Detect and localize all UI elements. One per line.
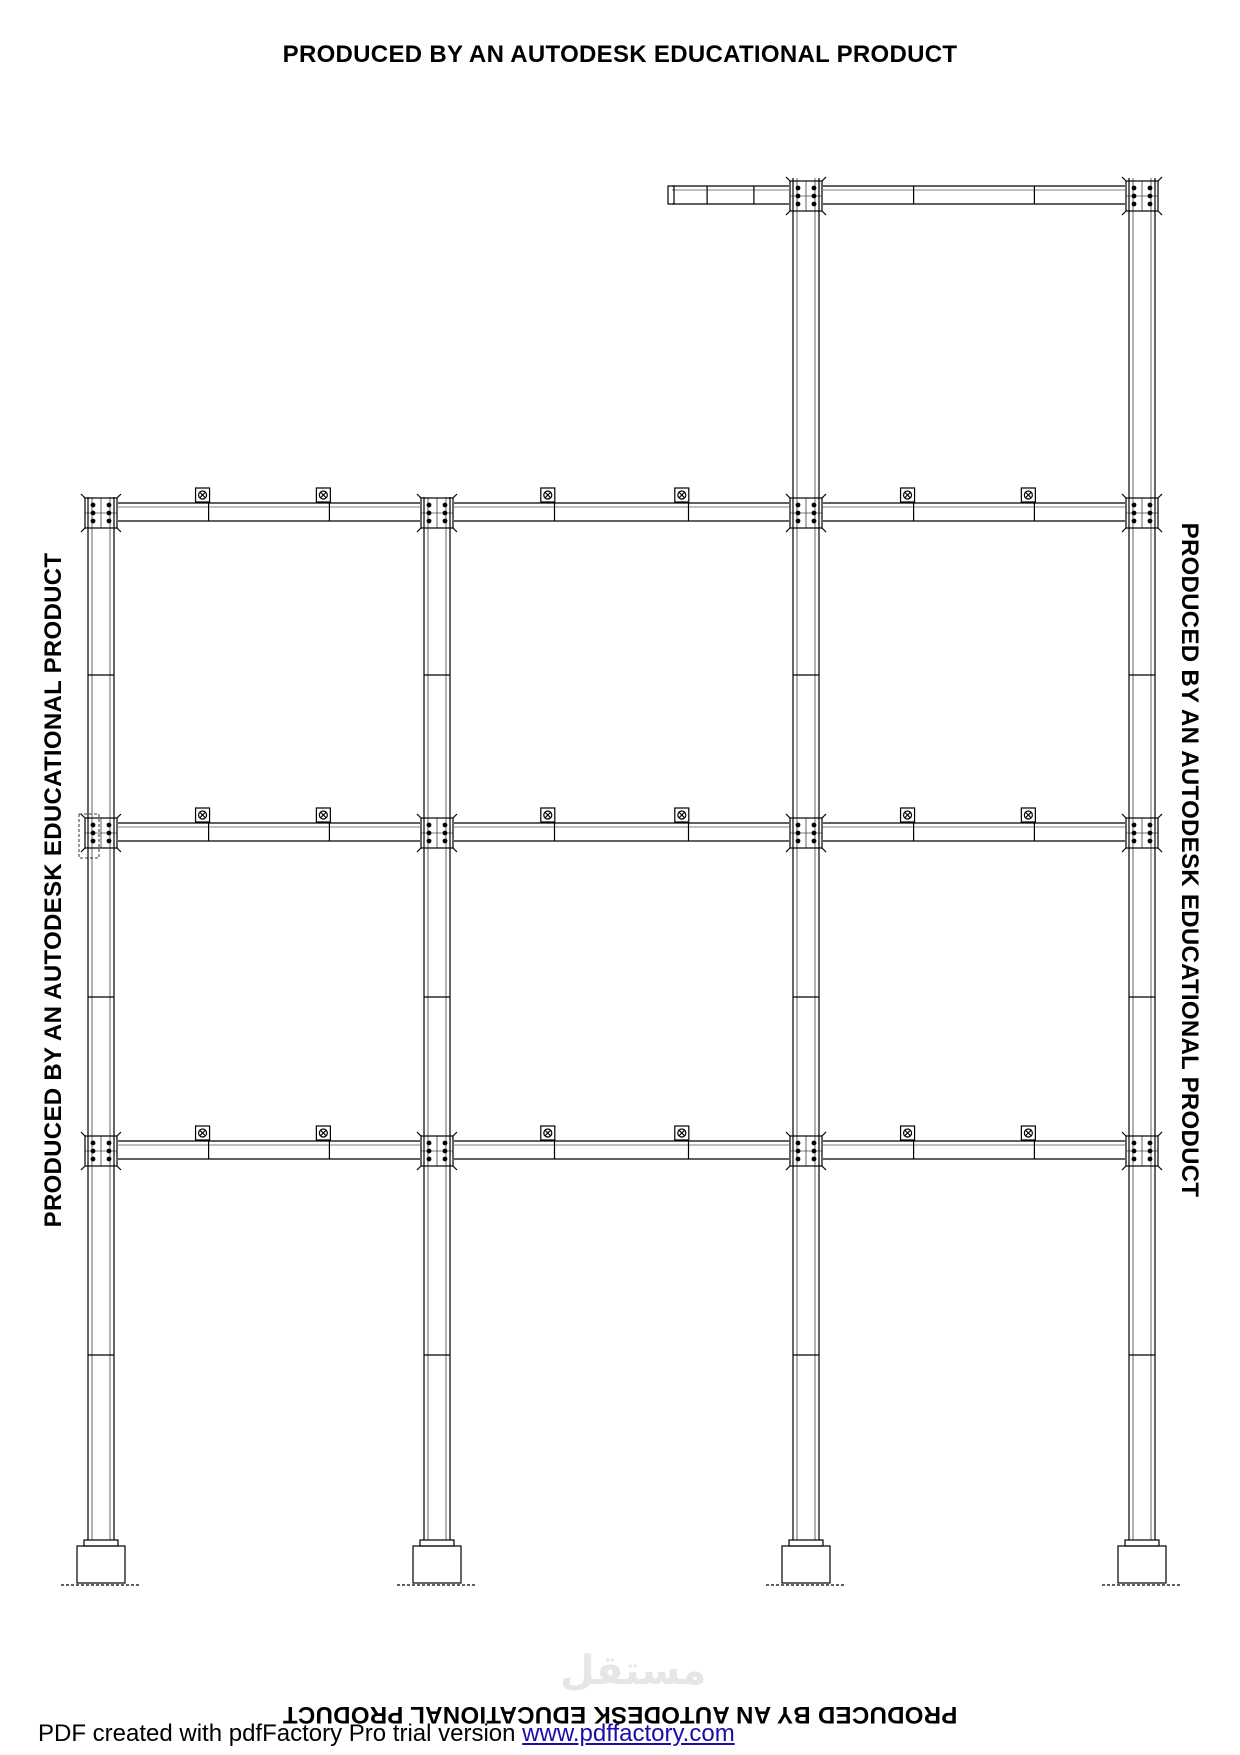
connection-plate [822, 494, 826, 498]
connection-plate [1122, 1166, 1126, 1170]
connection-plate [453, 1166, 457, 1170]
bolt [427, 1149, 431, 1153]
bolt [107, 1157, 111, 1161]
bolt [1132, 1157, 1136, 1161]
bolt [1132, 1149, 1136, 1153]
bolt [443, 1141, 447, 1145]
bolt [1132, 511, 1136, 515]
connection-plate [417, 814, 421, 818]
bolt [1132, 202, 1136, 206]
connection-plate [822, 1132, 826, 1136]
connection-plate [117, 494, 121, 498]
connection-plate [822, 177, 826, 181]
bolt [443, 1157, 447, 1161]
connection-plate [81, 814, 85, 818]
connection-plate [822, 211, 826, 215]
bolt [812, 194, 816, 198]
bolt [1132, 831, 1136, 835]
bolt [1132, 839, 1136, 843]
bolt [107, 503, 111, 507]
footing-block [1118, 1546, 1166, 1583]
bolt [443, 839, 447, 843]
bolt [1132, 186, 1136, 190]
connection-plate [1122, 211, 1126, 215]
bolt [91, 511, 95, 515]
bolt [107, 519, 111, 523]
bolt [1148, 503, 1152, 507]
connection-plate [117, 528, 121, 532]
connection-plate [822, 814, 826, 818]
bolt [796, 823, 800, 827]
bolt [1148, 202, 1152, 206]
bolt [1132, 194, 1136, 198]
bolt [91, 1149, 95, 1153]
column-base-plate [1125, 1540, 1159, 1546]
bolt [812, 202, 816, 206]
bolt [1148, 839, 1152, 843]
watermark-stamp-top: PRODUCED BY AN AUTODESK EDUCATIONAL PRODUCT [282, 41, 958, 68]
bolt [812, 831, 816, 835]
bolt [812, 186, 816, 190]
bolt [443, 519, 447, 523]
connection-plate [417, 1166, 421, 1170]
bolt [427, 503, 431, 507]
connection-plate [822, 1166, 826, 1170]
site-watermark-logo: مستقل [560, 1648, 707, 1694]
bolt [796, 511, 800, 515]
bolt [796, 839, 800, 843]
bolt [91, 519, 95, 523]
bolt [796, 202, 800, 206]
connection-plate [81, 1132, 85, 1136]
bolt [91, 1157, 95, 1161]
connection-plate [786, 528, 790, 532]
bolt [443, 831, 447, 835]
connection-plate [453, 814, 457, 818]
bolt [107, 823, 111, 827]
connection-plate [81, 494, 85, 498]
connection-plate [1158, 177, 1162, 181]
bolt [796, 1141, 800, 1145]
footing-block [782, 1546, 830, 1583]
connection-plate [1158, 1166, 1162, 1170]
bolt [1148, 831, 1152, 835]
connection-plate [786, 1166, 790, 1170]
bolt [796, 1149, 800, 1153]
connection-plate [1122, 494, 1126, 498]
bolt [812, 503, 816, 507]
bolt [427, 831, 431, 835]
bolt [1132, 519, 1136, 523]
bolt [812, 511, 816, 515]
bolt [1132, 823, 1136, 827]
bolt [1148, 823, 1152, 827]
connection-plate [417, 494, 421, 498]
connection-plate [786, 848, 790, 852]
connection-plate [1158, 528, 1162, 532]
connection-plate [1122, 177, 1126, 181]
connection-plate [417, 1132, 421, 1136]
bolt [443, 511, 447, 515]
connection-plate [81, 848, 85, 852]
connection-plate [1122, 1132, 1126, 1136]
footing-block [77, 1546, 125, 1583]
connection-plate [117, 848, 121, 852]
bolt [427, 519, 431, 523]
connection-plate [453, 1132, 457, 1136]
column-base-plate [789, 1540, 823, 1546]
connection-plate [1158, 814, 1162, 818]
bolt [107, 511, 111, 515]
connection-plate [1158, 1132, 1162, 1136]
bolt [1132, 1141, 1136, 1145]
connection-plate [417, 528, 421, 532]
bolt [796, 186, 800, 190]
connection-plate [786, 814, 790, 818]
bolt [427, 511, 431, 515]
bolt [812, 1141, 816, 1145]
connection-plate [822, 848, 826, 852]
bolt [812, 823, 816, 827]
bolt [796, 519, 800, 523]
connection-plate [786, 177, 790, 181]
bolt [796, 1157, 800, 1161]
bolt [1148, 186, 1152, 190]
connection-plate [81, 1166, 85, 1170]
connection-plate [117, 1132, 121, 1136]
connection-plate [117, 814, 121, 818]
bolt [91, 839, 95, 843]
bolt [427, 823, 431, 827]
bolt [107, 839, 111, 843]
bolt [427, 839, 431, 843]
bolt [107, 1149, 111, 1153]
connection-plate [1158, 494, 1162, 498]
bolt [443, 823, 447, 827]
connection-plate [786, 1132, 790, 1136]
bolt [1148, 511, 1152, 515]
connection-plate [417, 848, 421, 852]
bolt [1148, 1141, 1152, 1145]
connection-plate [81, 528, 85, 532]
connection-plate [453, 848, 457, 852]
bolt [107, 1141, 111, 1145]
connection-plate [1122, 528, 1126, 532]
bolt [443, 503, 447, 507]
connection-plate [786, 211, 790, 215]
bolt [427, 1157, 431, 1161]
connection-plate [453, 494, 457, 498]
bolt [1148, 1157, 1152, 1161]
connection-plate [1158, 848, 1162, 852]
footer-link[interactable]: www.pdffactory.com [522, 1720, 735, 1747]
connection-plate [822, 528, 826, 532]
watermark-stamp-left: PRODUCED BY AN AUTODESK EDUCATIONAL PRODUCT [40, 552, 67, 1228]
bolt [91, 1141, 95, 1145]
bolt [1148, 194, 1152, 198]
bolt [796, 503, 800, 507]
bolt [1132, 503, 1136, 507]
watermark-stamp-bottom: PRODUCED BY AN AUTODESK EDUCATIONAL PRODUCT [282, 1701, 958, 1728]
bolt [107, 831, 111, 835]
bolt [796, 831, 800, 835]
bolt [812, 519, 816, 523]
watermark-stamp-right: PRODUCED BY AN AUTODESK EDUCATIONAL PRODUCT [1176, 522, 1203, 1198]
column-base-plate [84, 1540, 118, 1546]
bolt [91, 823, 95, 827]
connection-plate [1122, 814, 1126, 818]
bolt [796, 194, 800, 198]
bolt [1148, 1149, 1152, 1153]
connection-plate [117, 1166, 121, 1170]
bolt [91, 831, 95, 835]
bolt [443, 1149, 447, 1153]
pdf-footer [38, 1720, 735, 1748]
bolt [812, 839, 816, 843]
cantilever-end-plate [668, 186, 674, 204]
connection-plate [1158, 211, 1162, 215]
bolt [1148, 519, 1152, 523]
footing-block [413, 1546, 461, 1583]
bolt [812, 1149, 816, 1153]
bolt [91, 503, 95, 507]
bolt [812, 1157, 816, 1161]
connection-plate [1122, 848, 1126, 852]
footer-text: PDF created with pdfFactory Pro trial version [38, 1720, 523, 1747]
connection-plate [453, 528, 457, 532]
connection-plate [786, 494, 790, 498]
bolt [427, 1141, 431, 1145]
column-base-plate [420, 1540, 454, 1546]
